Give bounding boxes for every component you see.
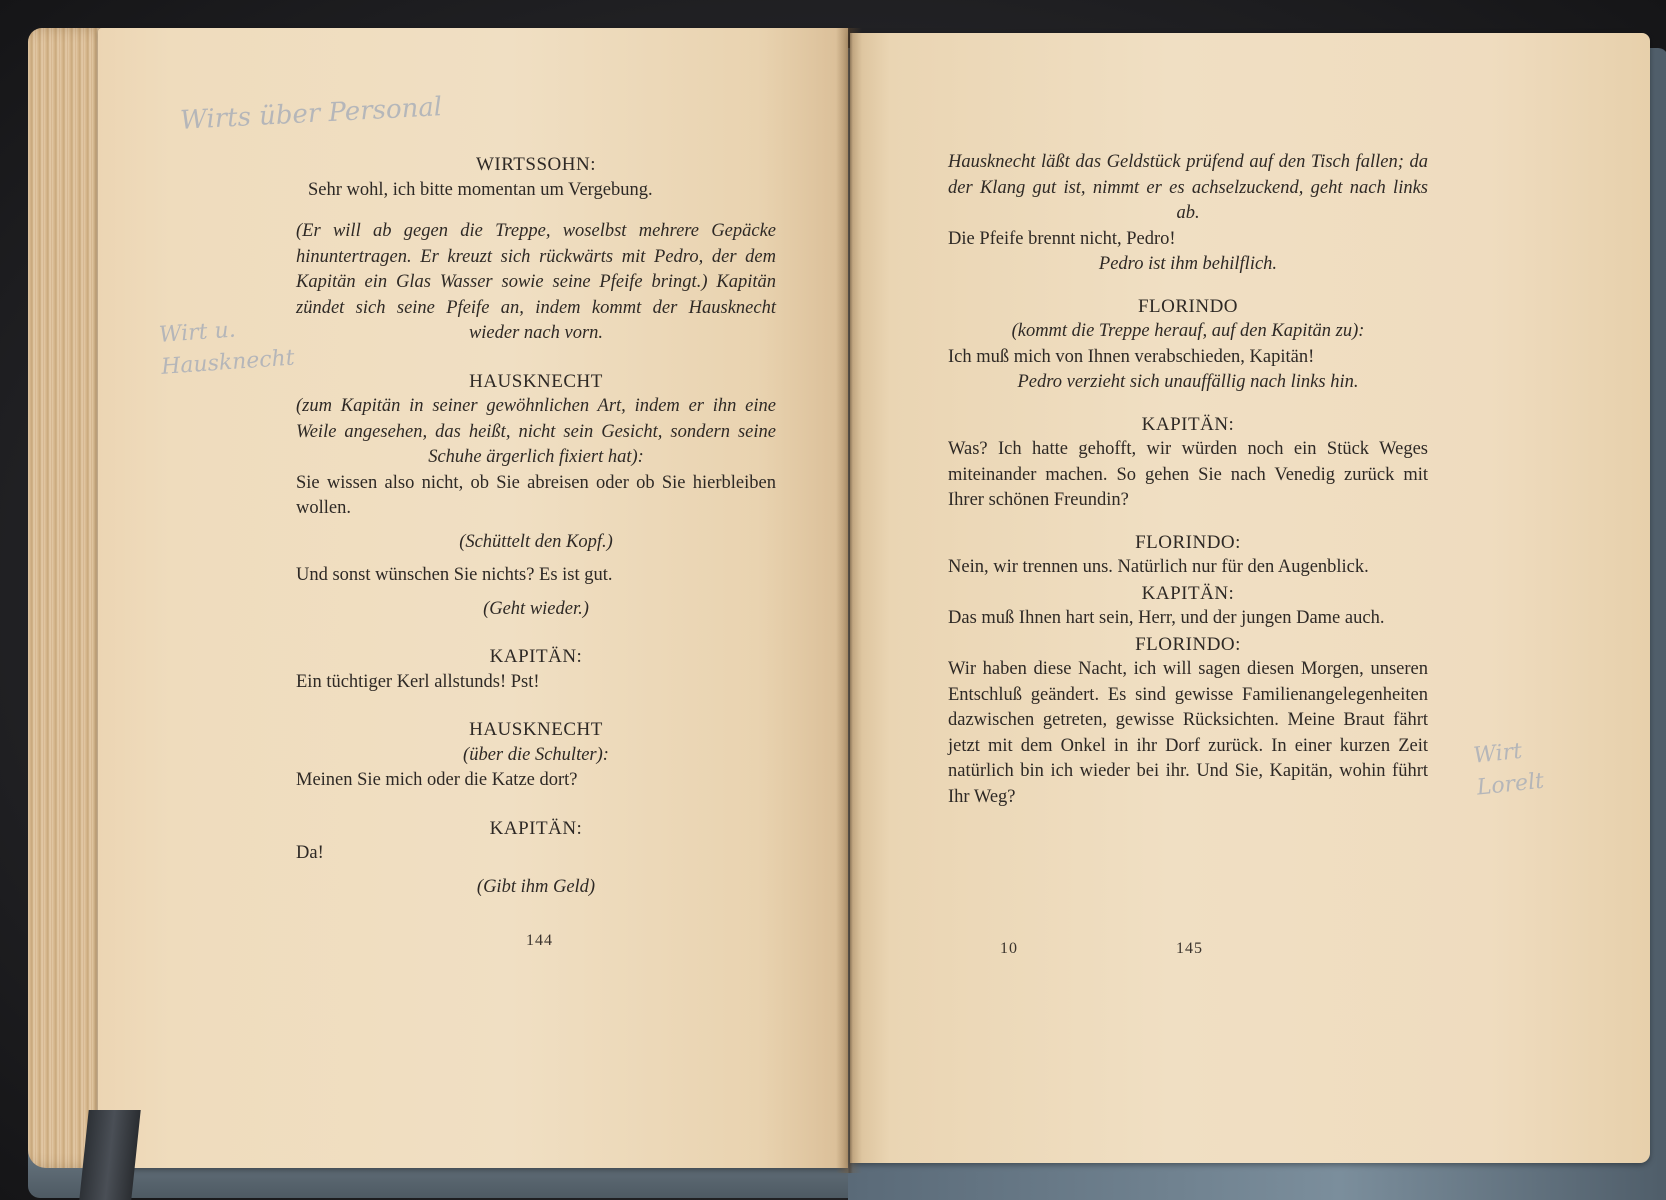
speaker-name: KAPITÄN: (489, 817, 583, 839)
speaker-name: FLORINDO: (1135, 633, 1241, 655)
stage-direction: (zum Kapitän in seiner gewöhnlichen Art, indem er ihn eine Weile angesehen, das heißt, nicht sein Gesicht, sondern seine Schuhe ärgerlich fixiert hat): (296, 396, 776, 467)
book-gutter (836, 28, 862, 1173)
speaker-name: HAUSKNECHT (469, 370, 603, 392)
speech-line: Da! (296, 843, 324, 863)
speech-line: Meinen Sie mich oder die Katze dort? (296, 770, 578, 790)
left-page-text (296, 152, 776, 900)
speech-line: Ich muß mich von Ihnen verabschieden, Kapitän! (948, 346, 1315, 367)
stage-direction: Pedro ist ihm behilflich. (1098, 254, 1278, 274)
speaker-name: HAUSKNECHT (469, 719, 603, 740)
stage-direction: Hausknecht läßt das Geldstück prüfend auf den Tisch fallen; da der Klang gut ist, nimmt er es achselzuckend, geht nach links ab. (948, 152, 1428, 223)
stage-direction: (Er will ab gegen die Treppe, woselbst mehrere Gepäcke hinuntertragen. Er kreuzt sich rückwärts mit Pedro, der dem Kapitän ein Glas Wasser sowie seine Pfeife bringt.) Kapitän zündet sich seine Pfeife an, indem kommt der Hausknecht wieder nach vorn. (296, 221, 776, 343)
speaker-name: WIRTSSOHN: (476, 154, 596, 175)
stage-direction: (Geht wieder.) (483, 598, 589, 619)
handwritten-note: Wirt u. Hausknecht (158, 317, 296, 380)
speaker-name: KAPITÄN: (1141, 582, 1235, 604)
stage-direction: (kommt die Treppe herauf, auf den Kapitän zu): (1011, 321, 1365, 341)
stage-direction: Pedro verzieht sich unauffällig nach links hin. (1017, 372, 1359, 392)
speech-line: Die Pfeife brennt nicht, Pedro! (948, 228, 1176, 249)
speaker-name: FLORINDO: (1135, 531, 1241, 553)
handwritten-note: Wirt Lorelt (1472, 738, 1546, 801)
page-number-left: 144 (526, 932, 553, 949)
signature-mark: 10 (1000, 940, 1018, 957)
speech-line: Ein tüchtiger Kerl allstunds! Pst! (296, 671, 540, 692)
speaker-name: FLORINDO (1137, 295, 1239, 317)
speaker-name: KAPITÄN: (489, 646, 583, 667)
speech-line: Das muß Ihnen hart sein, Herr, und der jungen Dame auch. (948, 608, 1385, 628)
handwritten-note: Wirts über Personal (179, 92, 443, 136)
speech-line: Und sonst wünschen Sie nichts? Es ist gut. (296, 565, 613, 585)
stage-direction: (Gibt ihm Geld) (476, 876, 596, 897)
stage-direction: (Schüttelt den Kopf.) (459, 531, 613, 552)
speech-line: Sie wissen also nicht, ob Sie abreisen oder ob Sie hierbleiben wollen. (296, 472, 776, 518)
right-page-text (948, 150, 1428, 810)
speech-line: Wir haben diese Nacht, ich will sagen diesen Morgen, unseren Entschluß geändert. Es sind gewisse Familienangelegenheiten dazwischen getreten, gewisse Rücksichten. Meine Braut fährt jetzt mit dem Onkel in ihr Dorf zurück. In einer kurzen Zeit natürlich bin ich wieder bei ihr. Und Sie, Kapitän, wohin führt Ihr Weg? (948, 659, 1428, 807)
stage-direction: (über die Schulter): (463, 744, 609, 765)
speech-line: Nein, wir trennen uns. Natürlich nur für den Augenblick. (948, 557, 1369, 577)
ribbon-bookmark (79, 1110, 140, 1200)
page-number-right: 145 (1176, 940, 1203, 957)
speech-line: Was? Ich hatte gehofft, wir würden noch ein Stück Weges miteinander machen. So gehen Sie nach Venedig zurück mit Ihrer schönen Freundin? (948, 439, 1428, 510)
speaker-name: KAPITÄN: (1141, 413, 1235, 435)
speech-line: Sehr wohl, ich bitte momentan um Vergebung. (308, 179, 653, 200)
